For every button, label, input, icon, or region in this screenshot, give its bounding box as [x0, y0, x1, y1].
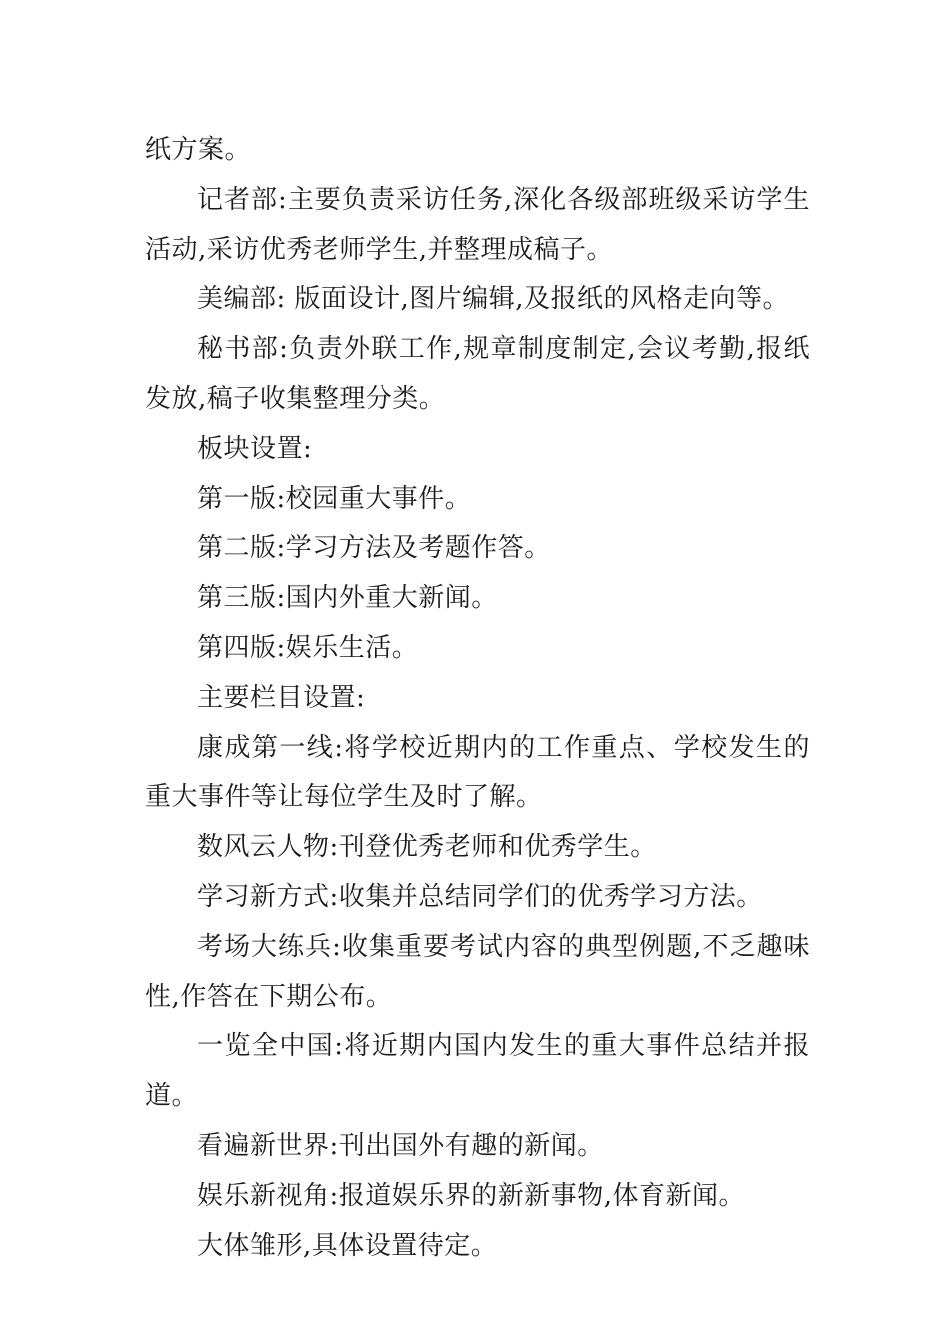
paragraph-column-6: 看遍新世界:刊出国外有趣的新闻。 — [197, 1130, 604, 1161]
paragraph-section-heading: 板块设置: — [197, 433, 313, 464]
document-body — [145, 126, 810, 1271]
paragraph-edition-1: 第一版:校园重大事件。 — [197, 483, 472, 514]
paragraph-column-3: 学习新方式:收集并总结同学们的优秀学习方法。 — [197, 881, 763, 912]
paragraph-column-1: 康成第一线:将学校近期内的工作重点、学校发生的重大事件等让每位学生及时了解。 — [145, 732, 810, 813]
paragraph-column-2: 数风云人物:刊登优秀老师和优秀学生。 — [197, 832, 657, 863]
paragraph-edition-2: 第二版:学习方法及考题作答。 — [197, 533, 551, 564]
paragraph-continuation: 纸方案。 — [145, 135, 252, 165]
paragraph-column-5: 一览全中国:将近期内国内发生的重大事件总结并报道。 — [145, 1031, 810, 1112]
paragraph-column-4: 考场大练兵:收集重要考试内容的典型例题,不乏趣味性,作答在下期公布。 — [145, 931, 810, 1012]
paragraph-edition-3: 第三版:国内外重大新闻。 — [197, 583, 498, 614]
paragraph-column-7: 娱乐新视角:报道娱乐界的新新事物,体育新闻。 — [197, 1180, 746, 1211]
paragraph-edition-4: 第四版:娱乐生活。 — [197, 632, 419, 663]
paragraph-art-dept: 美编部: 版面设计,图片编辑,及报纸的风格走向等。 — [197, 284, 790, 315]
paragraph-secretary-dept: 秘书部:负责外联工作,规章制度制定,会议考勤,报纸发放,稿子收集整理分类。 — [145, 334, 810, 414]
paragraph-column-heading: 主要栏目设置: — [197, 682, 366, 713]
paragraph-closing: 大体雏形,具体设置待定。 — [197, 1230, 498, 1261]
paragraph-reporter-dept: 记者部:主要负责采访任务,深化各级部班级采访学生活动,采访优秀老师学生,并整理成稿子。 — [145, 184, 810, 265]
